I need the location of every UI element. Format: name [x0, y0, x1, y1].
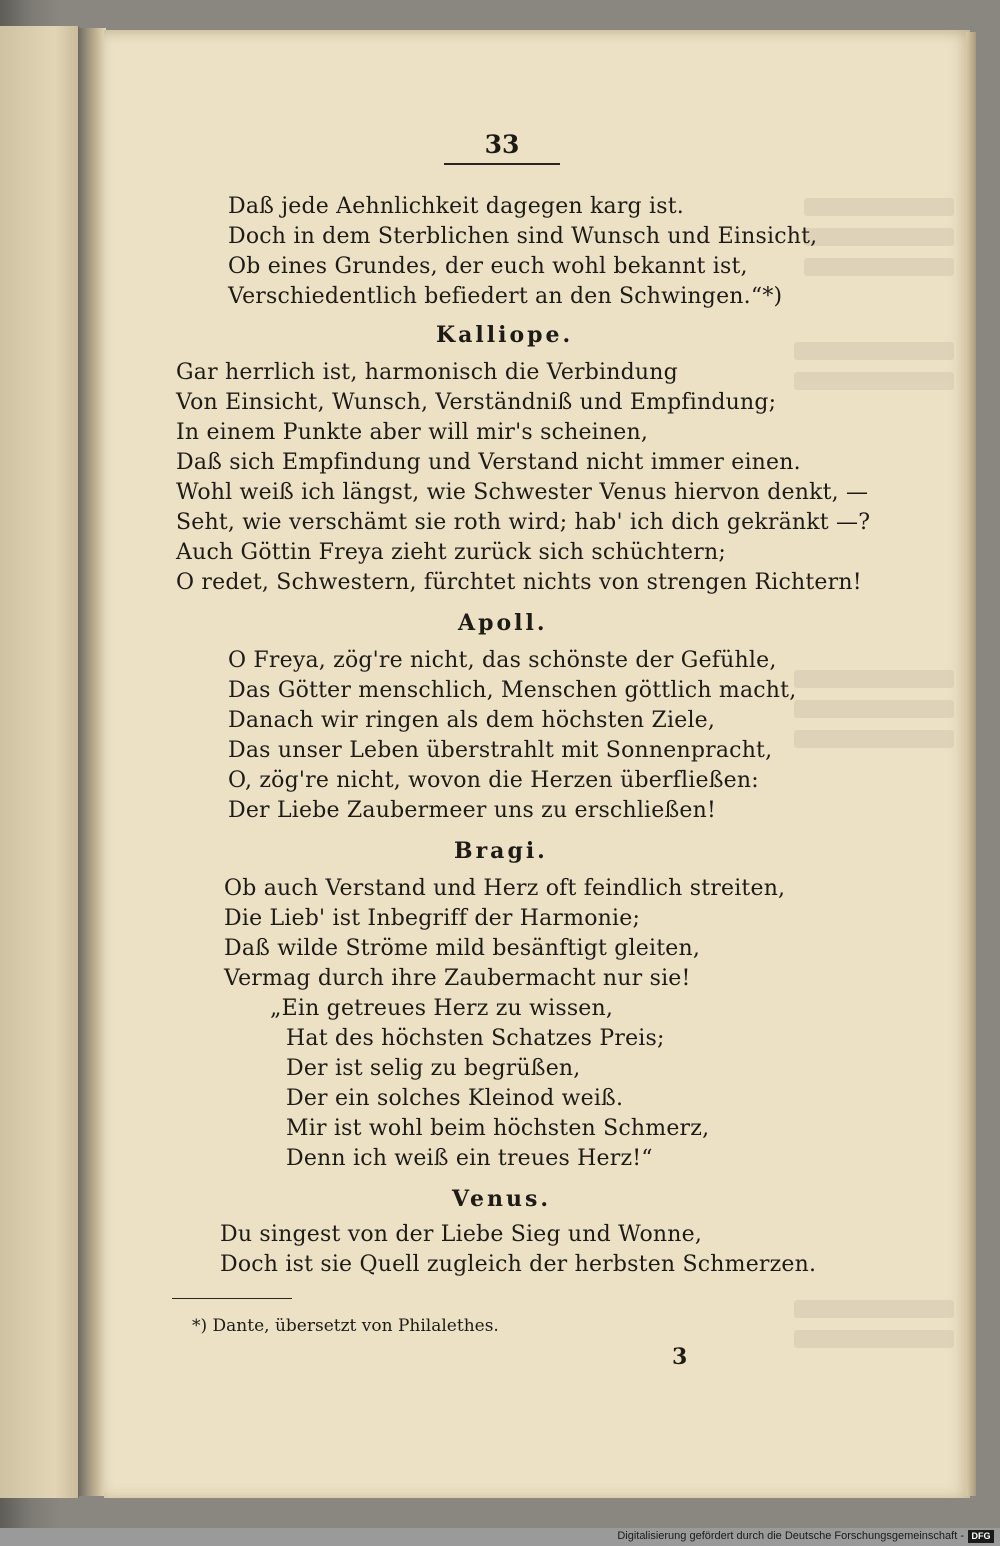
verse-line: Daß wilde Ströme mild besänftigt gleiten,	[224, 936, 701, 961]
digitization-credit: Digitalisierung gefördert durch die Deutsche Forschungsgemeinschaft -	[617, 1530, 964, 1542]
header-rule	[444, 163, 560, 165]
verse-line: Doch in dem Sterblichen sind Wunsch und Einsicht,	[228, 224, 818, 249]
verse-line: Denn ich weiß ein treues Herz!“	[286, 1146, 653, 1171]
page-number: 33	[484, 130, 520, 159]
footnote-rule	[172, 1298, 292, 1299]
verse-line: Gar herrlich ist, harmonisch die Verbindung	[176, 360, 678, 385]
speaker-heading: Venus.	[452, 1186, 552, 1212]
verse-line: Das unser Leben überstrahlt mit Sonnenpracht,	[228, 738, 773, 763]
verse-line: Das Götter menschlich, Menschen göttlich macht,	[228, 678, 797, 703]
verse-line: Du singest von der Liebe Sieg und Wonne,	[220, 1222, 703, 1247]
footnote: *) Dante, übersetzt von Philalethes.	[192, 1316, 499, 1336]
verse-line: Mir ist wohl beim höchsten Schmerz,	[286, 1116, 710, 1141]
verse-line: Der Liebe Zaubermeer uns zu erschließen!	[228, 798, 717, 823]
verse-line: Daß sich Empfindung und Verstand nicht immer einen.	[176, 450, 801, 475]
verse-line: Der ein solches Kleinod weiß.	[286, 1086, 624, 1111]
verse-line: O, zög're nicht, wovon die Herzen überfließen:	[228, 768, 759, 793]
book-gutter	[78, 28, 106, 1496]
verse-line: Danach wir ringen als dem höchsten Ziele,	[228, 708, 716, 733]
verse-line: Daß jede Aehnlichkeit dagegen karg ist.	[228, 194, 684, 219]
facing-page-edge	[0, 26, 79, 1498]
verse-line: Ob auch Verstand und Herz oft feindlich streiten,	[224, 876, 786, 901]
verse-line: Ob eines Grundes, der euch wohl bekannt ist,	[228, 254, 748, 279]
page-fore-edge	[966, 32, 976, 1496]
verse-line: Doch ist sie Quell zugleich der herbsten Schmerzen.	[220, 1252, 817, 1277]
verse-line: Vermag durch ihre Zaubermacht nur sie!	[224, 966, 691, 991]
verse-line: Die Lieb' ist Inbegriff der Harmonie;	[224, 906, 641, 931]
dfg-logo: DFG	[968, 1530, 994, 1543]
verse-line: „Ein getreues Herz zu wissen,	[270, 996, 614, 1021]
verse-line: Seht, wie verschämt sie roth wird; hab' ich dich gekränkt —?	[176, 510, 871, 535]
verse-line: In einem Punkte aber will mir's scheinen,	[176, 420, 649, 445]
verse-line: O redet, Schwestern, fürchtet nichts von strengen Richtern!	[176, 570, 862, 595]
printer-signature: 3	[672, 1344, 688, 1370]
verse-line: Von Einsicht, Wunsch, Verständniß und Empfindung;	[176, 390, 777, 415]
speaker-heading: Kalliope.	[436, 322, 574, 348]
verse-line: Wohl weiß ich längst, wie Schwester Venus hiervon denkt, —	[176, 480, 869, 505]
verse-line: O Freya, zög're nicht, das schönste der Gefühle,	[228, 648, 777, 673]
verse-line: Verschiedentlich befiedert an den Schwingen.“*)	[228, 284, 783, 309]
verse-line: Der ist selig zu begrüßen,	[286, 1056, 581, 1081]
speaker-heading: Bragi.	[454, 838, 548, 864]
verse-line: Auch Göttin Freya zieht zurück sich schüchtern;	[176, 540, 726, 565]
speaker-heading: Apoll.	[458, 610, 548, 636]
verse-line: Hat des höchsten Schatzes Preis;	[286, 1026, 665, 1051]
book-page	[104, 30, 970, 1498]
